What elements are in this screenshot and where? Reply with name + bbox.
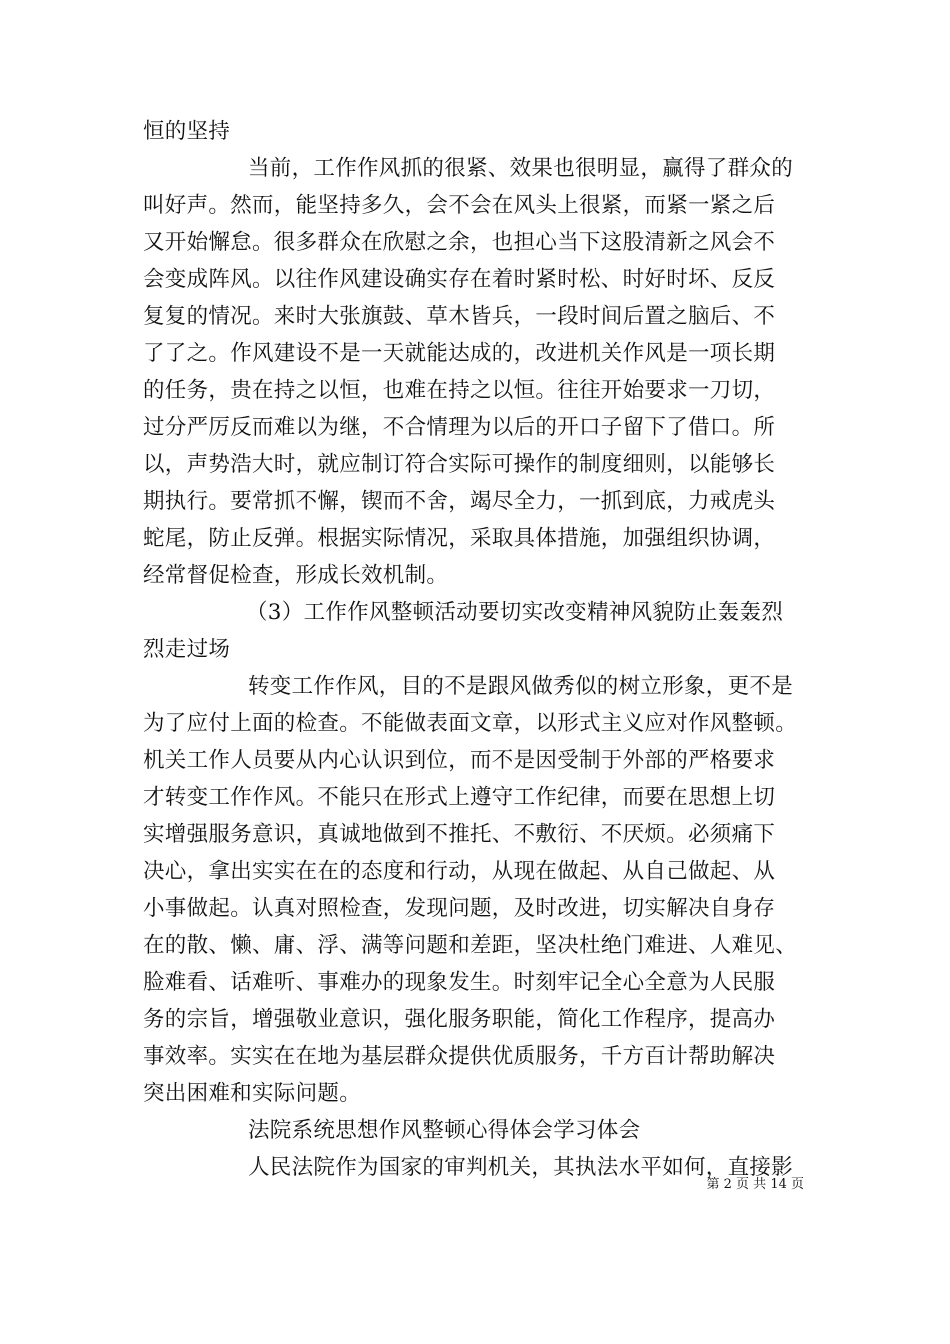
text-line: 当前，工作作风抓的很紧、效果也很明显，赢得了群众的 (248, 156, 794, 181)
text-line: 转变工作作风，目的不是跟风做秀似的树立形象，更不是 (248, 674, 794, 699)
text-line: 人民法院作为国家的审判机关，其执法水平如何，直接影 (248, 1155, 794, 1180)
text-line: 才转变工作作风。不能只在形式上遵守工作纪律，而要在思想上切 (143, 785, 776, 810)
text-line: 务的宗旨，增强敬业意识，强化服务职能，简化工作程序，提高办 (143, 1007, 776, 1032)
text-line: 期执行。要常抓不懈，锲而不舍，竭尽全力，一抓到底，力戒虎头 (143, 489, 776, 514)
text-line: 蛇尾，防止反弹。根据实际情况，采取具体措施，加强组织协调， (143, 526, 776, 551)
text-line: （3）工作作风整顿活动要切实改变精神风貌防止轰轰烈 (246, 600, 784, 625)
text-line: 恒的坚持 (143, 119, 231, 144)
text-line: 机关工作人员要从内心认识到位，而不是因受制于外部的严格要求 (143, 748, 776, 773)
text-line: 事效率。实实在在地为基层群众提供优质服务，千方百计帮助解决 (143, 1044, 776, 1069)
text-line: 决心，拿出实实在在的态度和行动，从现在做起、从自己做起、从 (143, 859, 776, 884)
text-line: 经常督促检查，形成长效机制。 (143, 563, 449, 588)
text-line: 又开始懈怠。很多群众在欣慰之余，也担心当下这股清新之风会不 (143, 230, 776, 255)
text-line: 法院系统思想作风整顿心得体会学习体会 (248, 1118, 641, 1143)
text-line: 复复的情况。来时大张旗鼓、草木皆兵，一段时间后置之脑后、不 (143, 304, 776, 329)
text-line: 叫好声。然而，能坚持多久，会不会在风头上很紧，而紧一紧之后 (143, 193, 776, 218)
text-line: 会变成阵风。以往作风建设确实存在着时紧时松、时好时坏、反反 (143, 267, 776, 292)
text-line: 突出困难和实际问题。 (143, 1081, 362, 1106)
text-line: 的任务，贵在持之以恒，也难在持之以恒。往往开始要求一刀切， (143, 378, 776, 403)
page-number-footer: 第 2 页 共 14 页 (706, 1177, 804, 1192)
text-line: 实增强服务意识，真诚地做到不推托、不敷衍、不厌烦。必须痛下 (143, 822, 776, 847)
text-line: 小事做起。认真对照检查，发现问题，及时改进，切实解决自身存 (143, 896, 776, 921)
text-line: 烈走过场 (143, 637, 231, 662)
text-line: 在的散、懒、庸、浮、满等问题和差距，坚决杜绝门难进、人难见、 (143, 933, 798, 958)
text-line: 以，声势浩大时，就应制订符合实际可操作的制度细则，以能够长 (143, 452, 776, 477)
text-line: 为了应付上面的检查。不能做表面文章，以形式主义应对作风整顿。 (143, 711, 798, 736)
text-line: 脸难看、话难听、事难办的现象发生。时刻牢记全心全意为人民服 (143, 970, 776, 995)
text-line: 过分严厉反而难以为继，不合情理为以后的开口子留下了借口。所 (143, 415, 776, 440)
text-line: 了了之。作风建设不是一天就能达成的，改进机关作风是一项长期 (143, 341, 776, 366)
